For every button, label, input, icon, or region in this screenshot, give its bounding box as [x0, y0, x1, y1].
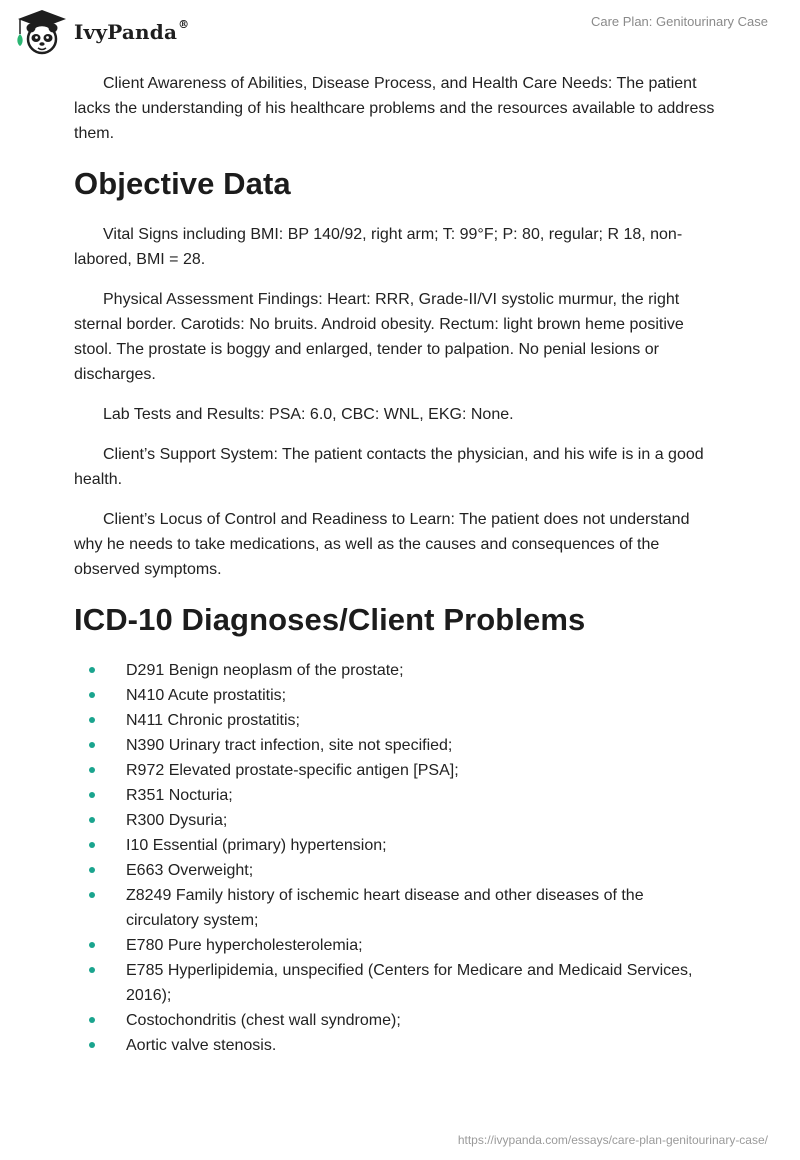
brand-name [74, 20, 189, 44]
list-item-text: N410 Acute prostatitis; [126, 687, 287, 704]
bullet-icon [89, 842, 95, 848]
brand-name-text: IvyPanda [74, 20, 178, 44]
list-item [74, 683, 718, 708]
bullet-icon [89, 742, 95, 748]
bullet-icon [89, 717, 95, 723]
source-url-link[interactable]: https://ivypanda.com/essays/care-plan-genitourinary-case/ [457, 1133, 768, 1147]
list-item [74, 783, 718, 808]
panda-graduate-icon [14, 8, 70, 56]
bullet-icon [89, 967, 95, 973]
list-item-text: Z8249 Family history of ischemic heart disease and other diseases of the circulatory system; [126, 887, 644, 929]
bullet-icon [89, 767, 95, 773]
list-item [74, 833, 718, 858]
objective-paragraph: Physical Assessment Findings: Heart: RRR, Grade-II/VI systolic murmur, the right sternal border. Carotids: No bruits. Android obesity. Rectum: light brown heme positive stool. The prostate is boggy and enlarged, tender to palpation. No penial lesions or discharges. [74, 291, 684, 383]
list-item-text: N390 Urinary tract infection, site not specified; [126, 737, 453, 754]
list-item-text: E780 Pure hypercholesterolemia; [126, 937, 363, 954]
bullet-icon [89, 792, 95, 798]
bullet-icon [89, 942, 95, 948]
brand-registered-mark: ® [178, 18, 190, 31]
list-item-text: R351 Nocturia; [126, 787, 233, 804]
list-item [74, 933, 718, 958]
list-item [74, 1033, 718, 1058]
list-item-text: Aortic valve stenosis. [126, 1037, 277, 1054]
bullet-icon [89, 667, 95, 673]
list-item-text: D291 Benign neoplasm of the prostate; [126, 662, 404, 679]
list-item-text: N411 Chronic prostatitis; [126, 712, 300, 729]
objective-paragraph: Vital Signs including BMI: BP 140/92, right arm; T: 99°F; P: 80, regular; R 18, non-labored, BMI = 28. [74, 226, 683, 268]
list-item-text: Costochondritis (chest wall syndrome); [126, 1012, 401, 1029]
list-item [74, 858, 718, 883]
bullet-icon [89, 892, 95, 898]
bullet-icon [89, 817, 95, 823]
document-title: Care Plan: Genitourinary Case [590, 14, 768, 29]
bullet-icon [89, 1042, 95, 1048]
objective-paragraph: Client’s Locus of Control and Readiness to Learn: The patient does not understand why he needs to take medications, as well as the causes and consequences of the observed symptoms. [74, 511, 690, 578]
list-item [74, 758, 718, 783]
page-header [0, 0, 800, 64]
intro-paragraph: Client Awareness of Abilities, Disease Process, and Health Care Needs: The patient lacks the understanding of his healthcare problems and the resources available to address them. [74, 75, 715, 142]
objective-data-heading: Objective Data [74, 166, 291, 201]
list-item [74, 733, 718, 758]
objective-paragraph: Lab Tests and Results: PSA: 6.0, CBC: WNL, EKG: None. [103, 406, 514, 423]
list-item-text: I10 Essential (primary) hypertension; [126, 837, 387, 854]
list-item [74, 1008, 718, 1033]
list-item-text: E663 Overweight; [126, 862, 254, 879]
objective-paragraph: Client’s Support System: The patient contacts the physician, and his wife is in a good health. [74, 446, 704, 488]
list-item [74, 708, 718, 733]
list-item-text: R972 Elevated prostate-specific antigen [PSA]; [126, 762, 459, 779]
list-item [74, 958, 718, 1008]
list-item [74, 808, 718, 833]
bullet-icon [89, 867, 95, 873]
list-item-text: E785 Hyperlipidemia, unspecified (Centers for Medicare and Medicaid Services, 2016); [126, 962, 693, 1004]
list-item [74, 658, 718, 683]
essay-body [74, 71, 718, 1058]
bullet-icon [89, 1017, 95, 1023]
list-item [74, 883, 718, 933]
ivypanda-logo[interactable] [14, 8, 189, 56]
diagnoses-list [74, 658, 718, 1058]
list-item-text: R300 Dysuria; [126, 812, 228, 829]
bullet-icon [89, 692, 95, 698]
diagnoses-heading: ICD-10 Diagnoses/Client Problems [74, 602, 586, 637]
